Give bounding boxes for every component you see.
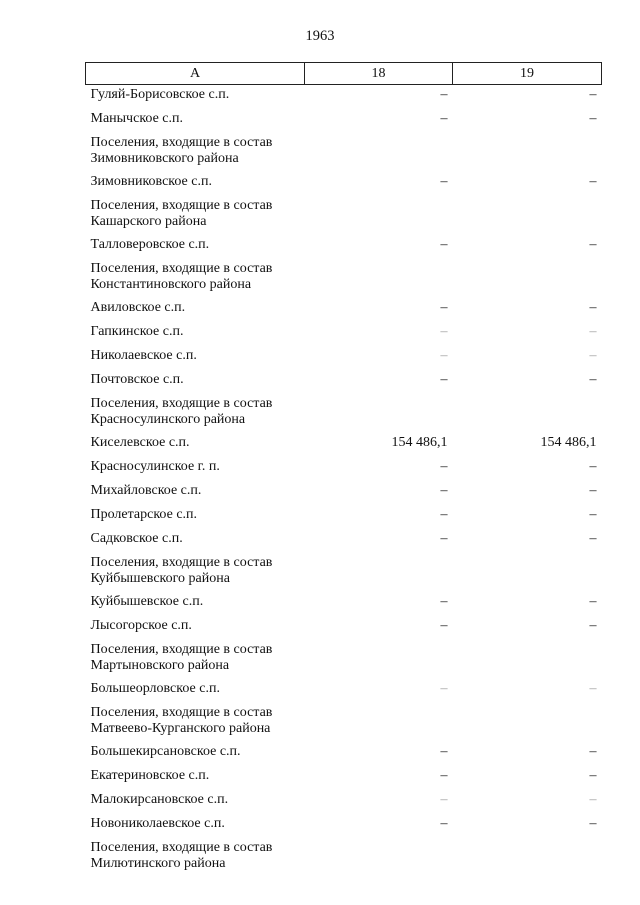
value-cell-19: 154 486,1 (540, 435, 597, 450)
value-cell-18: – (440, 483, 448, 498)
table-row (86, 370, 602, 394)
value-cell-18: – (440, 348, 448, 363)
value-cell-18: – (440, 174, 448, 189)
value-cell-19 (453, 553, 602, 592)
group-title-cell: Поселения, входящие в состав Зимовниковского района (90, 135, 273, 166)
settlement-name-cell: Манычское с.п. (90, 111, 183, 126)
value-cell-18: – (440, 324, 448, 339)
group-header-row (86, 838, 602, 877)
value-cell-19: – (589, 372, 597, 387)
value-cell-19: – (589, 792, 597, 807)
settlement-name-cell: Большеорловское с.п. (90, 681, 220, 696)
value-cell-19 (453, 640, 602, 679)
value-cell-18: – (440, 594, 448, 609)
group-header-row (86, 133, 602, 172)
table-row (86, 592, 602, 616)
table-row (86, 481, 602, 505)
table-row (86, 433, 602, 457)
settlement-name-cell: Пролетарское с.п. (90, 507, 198, 522)
group-header-row (86, 640, 602, 679)
settlement-name-cell: Большекирсановское с.п. (90, 744, 241, 759)
settlement-name-cell: Красносулинское г. п. (90, 459, 220, 474)
table-row (86, 85, 602, 110)
value-cell-18 (305, 196, 453, 235)
value-cell-19: – (589, 300, 597, 315)
value-cell-19: – (589, 744, 597, 759)
settlement-name-cell: Лысогорское с.п. (90, 618, 192, 633)
value-cell-18: – (440, 372, 448, 387)
value-cell-18 (305, 553, 453, 592)
value-cell-19: – (589, 348, 597, 363)
value-cell-18: – (440, 531, 448, 546)
value-cell-19 (453, 133, 602, 172)
settlement-name-cell: Новониколаевское с.п. (90, 816, 225, 831)
value-cell-19: – (589, 111, 597, 126)
table-row (86, 766, 602, 790)
value-cell-19: – (589, 459, 597, 474)
value-cell-19: – (589, 174, 597, 189)
value-cell-18: – (440, 744, 448, 759)
group-title-cell: Поселения, входящие в состав Константиновского района (90, 261, 273, 292)
group-header-row (86, 703, 602, 742)
value-cell-18: – (440, 618, 448, 633)
column-header-19: 19 (453, 63, 602, 85)
value-cell-19: – (589, 483, 597, 498)
value-cell-19: – (589, 531, 597, 546)
column-header-18: 18 (305, 63, 453, 85)
group-title-cell: Поселения, входящие в состав Мартыновского района (90, 642, 273, 673)
table-row (86, 616, 602, 640)
value-cell-18: – (440, 768, 448, 783)
settlement-name-cell: Куйбышевское с.п. (90, 594, 204, 609)
group-header-row (86, 196, 602, 235)
group-title-cell: Поселения, входящие в состав Милютинского района (90, 840, 273, 871)
settlement-name-cell: Зимовниковское с.п. (90, 174, 212, 189)
value-cell-18: – (440, 459, 448, 474)
settlement-name-cell: Киселевское с.п. (90, 435, 190, 450)
value-cell-18 (305, 259, 453, 298)
table-row (86, 457, 602, 481)
table-row (86, 505, 602, 529)
value-cell-19: – (589, 681, 597, 696)
table-row (86, 235, 602, 259)
group-header-row (86, 394, 602, 433)
settlement-name-cell: Малокирсановское с.п. (90, 792, 229, 807)
value-cell-19 (453, 196, 602, 235)
value-cell-18 (305, 838, 453, 877)
value-cell-18 (305, 133, 453, 172)
group-title-cell: Поселения, входящие в состав Матвеево-Курганского района (90, 705, 273, 736)
value-cell-18: – (440, 237, 448, 252)
settlement-name-cell: Садковское с.п. (90, 531, 183, 546)
table-row (86, 742, 602, 766)
value-cell-18: – (440, 681, 448, 696)
table-row (86, 679, 602, 703)
group-header-row (86, 259, 602, 298)
settlement-name-cell: Михайловское с.п. (90, 483, 202, 498)
table-row (86, 346, 602, 370)
value-cell-19 (453, 703, 602, 742)
table-row (86, 790, 602, 814)
value-cell-19: – (589, 237, 597, 252)
value-cell-19: – (589, 594, 597, 609)
page-number: 1963 (305, 28, 335, 44)
value-cell-19 (453, 259, 602, 298)
table-row (86, 172, 602, 196)
value-cell-18: – (440, 507, 448, 522)
table-row (86, 814, 602, 838)
settlement-name-cell: Николаевское с.п. (90, 348, 197, 363)
table-body (86, 85, 602, 878)
header-row (86, 63, 602, 85)
column-header-a: А (86, 63, 305, 85)
table-row (86, 529, 602, 553)
table-row (86, 322, 602, 346)
group-title-cell: Поселения, входящие в состав Красносулинского района (90, 396, 273, 427)
value-cell-19: – (589, 816, 597, 831)
settlement-name-cell: Авиловское с.п. (90, 300, 186, 315)
value-cell-18: – (440, 87, 448, 102)
value-cell-19 (453, 838, 602, 877)
settlement-name-cell: Почтовское с.п. (90, 372, 184, 387)
settlement-name-cell: Талловеровское с.п. (90, 237, 210, 252)
value-cell-18: – (440, 111, 448, 126)
settlement-name-cell: Гуляй-Борисовское с.п. (90, 87, 230, 102)
value-cell-19: – (589, 507, 597, 522)
value-cell-18 (305, 394, 453, 433)
group-header-row (86, 553, 602, 592)
settlement-name-cell: Екатериновское с.п. (90, 768, 210, 783)
value-cell-19: – (589, 324, 597, 339)
budget-table (85, 62, 602, 877)
value-cell-18: 154 486,1 (391, 435, 448, 450)
value-cell-19: – (589, 618, 597, 633)
value-cell-19: – (589, 87, 597, 102)
group-title-cell: Поселения, входящие в состав Куйбышевского района (90, 555, 273, 586)
value-cell-18: – (440, 300, 448, 315)
table-row (86, 109, 602, 133)
value-cell-18: – (440, 792, 448, 807)
table-header (86, 63, 602, 85)
value-cell-19: – (589, 768, 597, 783)
value-cell-18 (305, 640, 453, 679)
settlement-name-cell: Гапкинское с.п. (90, 324, 184, 339)
table-row (86, 298, 602, 322)
value-cell-19 (453, 394, 602, 433)
value-cell-18: – (440, 816, 448, 831)
group-title-cell: Поселения, входящие в состав Кашарского района (90, 198, 273, 229)
value-cell-18 (305, 703, 453, 742)
